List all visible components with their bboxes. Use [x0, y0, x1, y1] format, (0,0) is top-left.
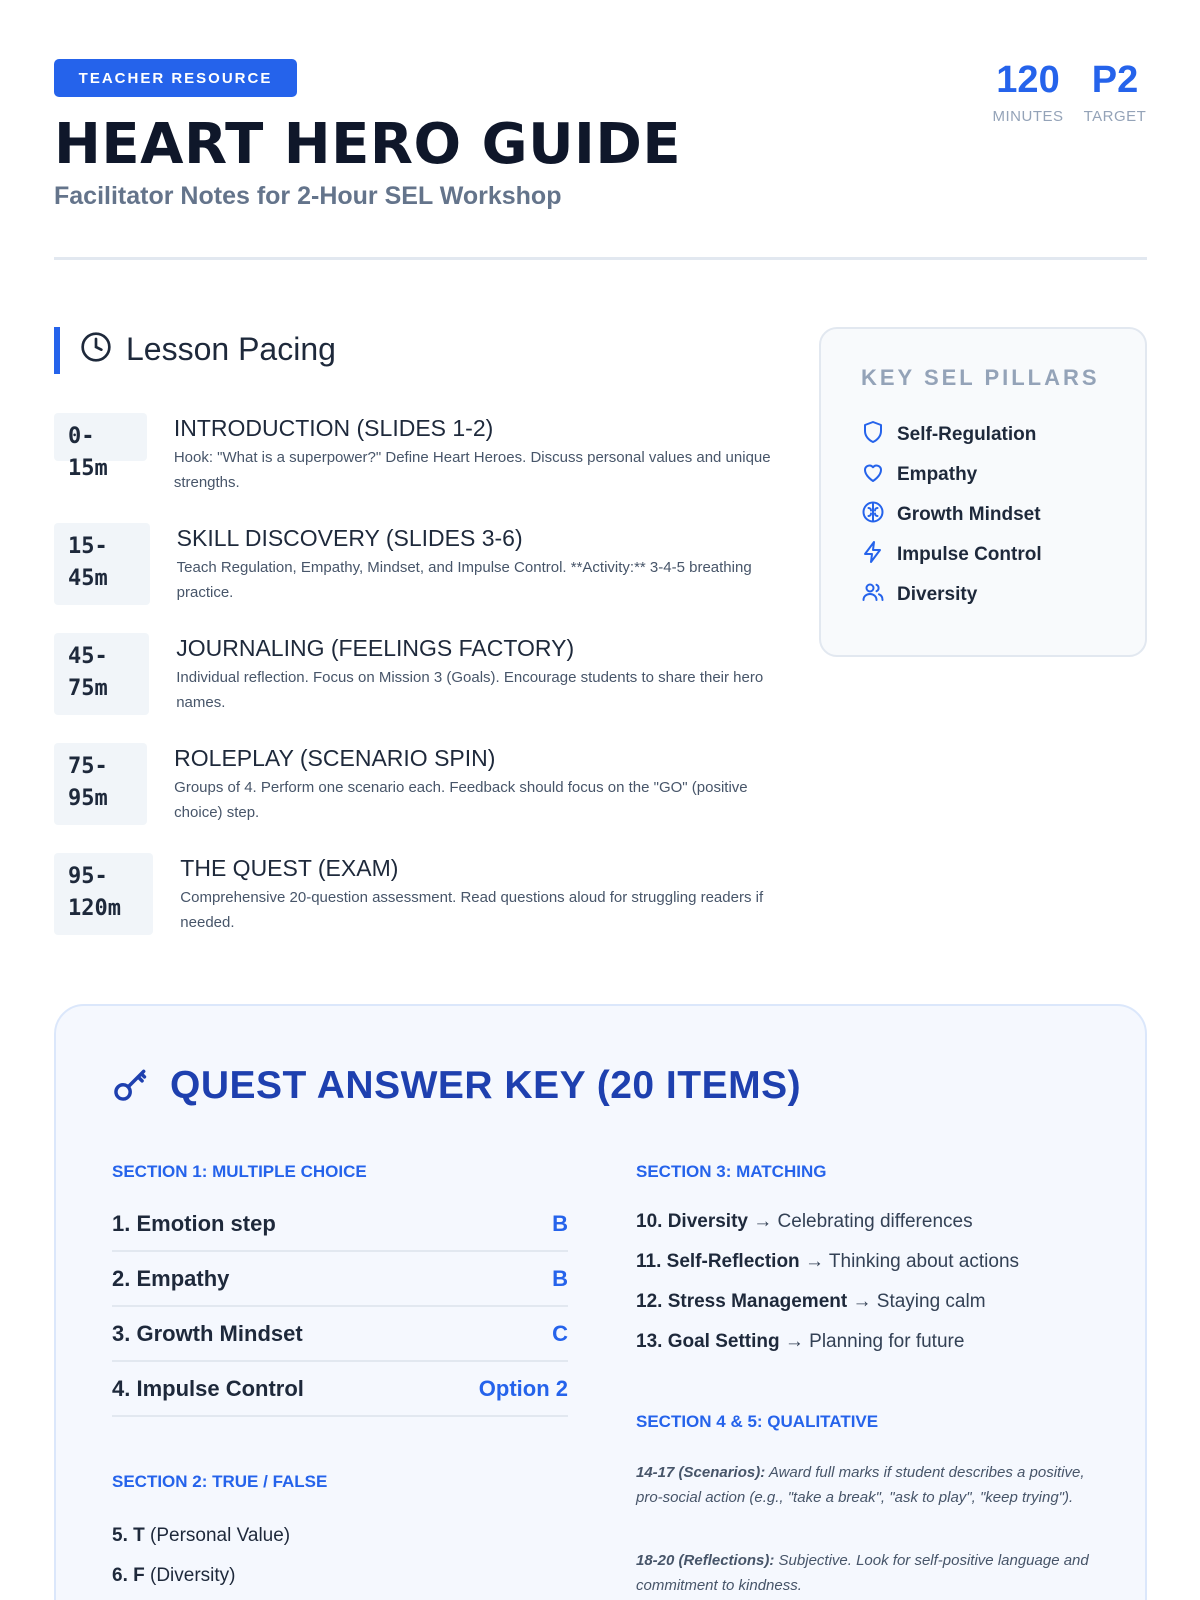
- lightning-icon: [861, 540, 885, 570]
- arrow-icon: →: [799, 1251, 829, 1272]
- pacing-time: 0-15m: [54, 413, 147, 461]
- match-term: 11. Self-Reflection: [636, 1251, 800, 1272]
- section-4-5-heading: SECTION 4 & 5: QUALITATIVE: [636, 1412, 879, 1431]
- pacing-time: 75-95m: [54, 743, 147, 825]
- matching-answer: [636, 1331, 964, 1353]
- mc-answer: B: [552, 1265, 568, 1291]
- pacing-row-title: SKILL DISCOVERY (SLIDES 3-6): [176, 525, 523, 551]
- stat-minutes-label: MINUTES: [992, 108, 1064, 125]
- qualitative-label: 18-20 (Reflections):: [636, 1552, 775, 1569]
- mc-answer-row: [112, 1307, 568, 1362]
- match-definition: Thinking about actions: [828, 1251, 1020, 1272]
- heart-icon: [861, 460, 885, 490]
- lesson-pacing-heading: [80, 331, 336, 368]
- match-term: 10. Diversity: [636, 1211, 748, 1232]
- lesson-pacing-title: Lesson Pacing: [126, 331, 336, 367]
- match-definition: Celebrating differences: [777, 1211, 973, 1232]
- pillar-impulse-control: [861, 535, 1145, 575]
- match-definition: Staying calm: [876, 1291, 986, 1312]
- pacing-row-desc: Comprehensive 20-question assessment. Read questions aloud for struggling readers if needed.: [180, 889, 764, 931]
- match-definition: Planning for future: [809, 1331, 965, 1352]
- pillar-label: Diversity: [897, 584, 978, 605]
- brain-icon: [861, 500, 885, 530]
- pacing-row: [54, 743, 774, 825]
- pillar-label: Impulse Control: [897, 544, 1042, 565]
- pillar-empathy: [861, 455, 1145, 495]
- mc-answer: B: [552, 1210, 568, 1236]
- page-title: HEART HERO GUIDE: [54, 112, 682, 177]
- pacing-time: 45-75m: [54, 633, 149, 715]
- mc-answer: Option 2: [478, 1375, 568, 1401]
- stat-target: [1080, 58, 1150, 125]
- pacing-row: [54, 853, 774, 935]
- tf-text: (Personal Value): [144, 1525, 291, 1546]
- pacing-row-desc: Individual reflection. Focus on Mission 3 (Goals). Encourage students to share their hero names.: [176, 669, 764, 711]
- section-accent-bar: [54, 327, 60, 374]
- section-2-heading: SECTION 2: TRUE / FALSE: [112, 1472, 328, 1491]
- quest-answer-key-card: [54, 1004, 1147, 1600]
- tf-answer: [112, 1565, 236, 1587]
- arrow-icon: →: [779, 1331, 810, 1352]
- pacing-row: [54, 413, 774, 495]
- tf-number: 6. F: [112, 1565, 145, 1586]
- pacing-row-desc: Hook: "What is a superpower?" Define Heart Heroes. Discuss personal values and unique strengths.: [173, 449, 771, 491]
- stat-minutes-value: 120: [996, 59, 1060, 101]
- tf-number: 5. T: [112, 1525, 145, 1546]
- arrow-icon: →: [747, 1211, 778, 1232]
- pacing-row-title: THE QUEST (EXAM): [180, 855, 399, 881]
- shield-icon: [861, 420, 885, 450]
- mc-question: 3. Growth Mindset: [112, 1320, 303, 1346]
- pillar-diversity: [861, 575, 1145, 615]
- matching-answer: [636, 1291, 986, 1313]
- stat-minutes: [978, 58, 1078, 125]
- match-term: 13. Goal Setting: [636, 1331, 780, 1352]
- match-term: 12. Stress Management: [636, 1291, 848, 1312]
- tf-text: (Diversity): [144, 1565, 236, 1586]
- pacing-time: 15-45m: [54, 523, 150, 605]
- section-3-heading: SECTION 3: MATCHING: [636, 1162, 827, 1181]
- pillar-label: Growth Mindset: [897, 504, 1041, 525]
- key-sel-pillars-card: [819, 327, 1147, 657]
- page-subtitle: Facilitator Notes for 2-Hour SEL Workshop: [54, 182, 562, 210]
- tf-answer: [112, 1525, 290, 1547]
- mc-answer-row: [112, 1252, 568, 1307]
- qualitative-note: [636, 1548, 1096, 1598]
- pacing-row: [54, 633, 774, 715]
- mc-answer-row: [112, 1197, 568, 1252]
- pacing-row-title: INTRODUCTION (SLIDES 1-2): [173, 415, 494, 441]
- mc-answer: C: [552, 1320, 568, 1346]
- qualitative-note: [636, 1460, 1096, 1510]
- pacing-row-desc: Groups of 4. Perform one scenario each. Feedback should focus on the "GO" (positive choice) step.: [174, 779, 748, 821]
- matching-answer: [636, 1211, 973, 1233]
- stat-target-value: P2: [1091, 59, 1139, 101]
- pacing-row-title: JOURNALING (FEELINGS FACTORY): [176, 635, 575, 661]
- qualitative-text: Subjective. Look for self-positive language and commitment to kindness.: [636, 1552, 1089, 1594]
- pacing-row-desc: Teach Regulation, Empathy, Mindset, and Impulse Control. **Activity:** 3-4-5 breathing practice.: [176, 559, 752, 601]
- mc-question: 1. Emotion step: [112, 1210, 276, 1236]
- stat-target-label: TARGET: [1083, 108, 1147, 125]
- users-icon: [861, 580, 885, 610]
- pacing-row: [54, 523, 774, 605]
- answer-key-title: QUEST ANSWER KEY (20 ITEMS): [170, 1064, 802, 1107]
- pacing-time: 95-120m: [54, 853, 153, 935]
- qualitative-label: 14-17 (Scenarios):: [636, 1464, 766, 1481]
- arrow-icon: →: [847, 1291, 877, 1312]
- mc-question: 2. Empathy: [112, 1265, 230, 1291]
- teacher-resource-badge: TEACHER RESOURCE: [54, 59, 297, 97]
- pillar-label: Self-Regulation: [897, 424, 1037, 445]
- mc-question: 4. Impulse Control: [112, 1375, 304, 1401]
- pillars-title: KEY SEL PILLARS: [861, 365, 1100, 390]
- matching-answer: [636, 1251, 1019, 1273]
- section-1-heading: SECTION 1: MULTIPLE CHOICE: [112, 1162, 367, 1181]
- qualitative-text: Award full marks if student describes a positive, pro-social action (e.g., "take a break", "ask to play", "keep trying").: [636, 1464, 1085, 1506]
- key-icon: [112, 1065, 150, 1108]
- answer-key-heading: [112, 1064, 801, 1108]
- mc-answer-row: [112, 1362, 568, 1417]
- pillar-self-regulation: [861, 415, 1145, 455]
- pacing-row-title: ROLEPLAY (SCENARIO SPIN): [174, 745, 496, 771]
- clock-icon: [80, 331, 112, 368]
- pillar-growth-mindset: [861, 495, 1145, 535]
- header-divider: [54, 257, 1147, 260]
- pillar-label: Empathy: [897, 464, 978, 485]
